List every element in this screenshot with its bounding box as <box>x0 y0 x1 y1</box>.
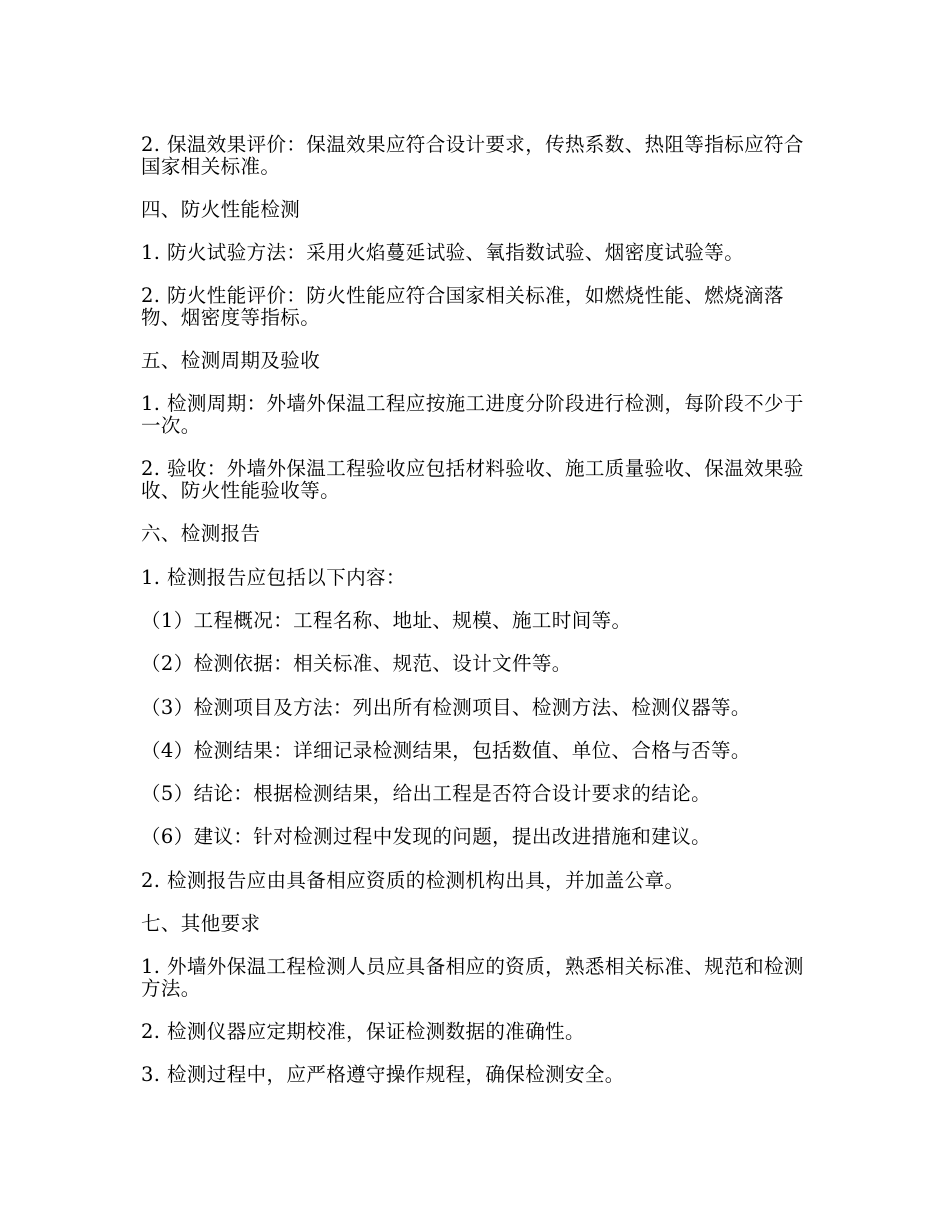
paragraph: 1. 检测报告应包括以下内容： <box>141 566 406 589</box>
list-item: （5）结论：根据检测结果，给出工程是否符合设计要求的结论。 <box>141 782 712 805</box>
list-item: （6）建议：针对检测过程中发现的问题，提出改进措施和建议。 <box>141 825 712 848</box>
list-item: （3）检测项目及方法：列出所有检测项目、检测方法、检测仪器等。 <box>141 696 751 719</box>
section-heading: 四、防火性能检测 <box>141 198 301 221</box>
paragraph: 2. 防火性能评价：防火性能应符合国家相关标准，如燃烧性能、燃烧滴落物、烟密度等指标。 <box>141 284 784 329</box>
section-heading: 六、检测报告 <box>141 522 261 545</box>
paragraph: 1. 检测周期：外墙外保温工程应按施工进度分阶段进行检测，每阶段不少于一次。 <box>141 392 804 437</box>
paragraph: 1. 防火试验方法：采用火焰蔓延试验、氧指数试验、烟密度试验等。 <box>141 241 745 264</box>
section-heading: 七、其他要求 <box>141 912 261 935</box>
paragraph: 2. 保温效果评价：保温效果应符合设计要求，传热系数、热阻等指标应符合国家相关标准。 <box>141 133 804 178</box>
list-item: （1）工程概况：工程名称、地址、规模、施工时间等。 <box>141 609 632 632</box>
section-heading: 五、检测周期及验收 <box>141 349 321 372</box>
paragraph: 2. 验收：外墙外保温工程验收应包括材料验收、施工质量验收、保温效果验收、防火性能验收等。 <box>141 457 804 502</box>
paragraph: 2. 检测仪器应定期校准，保证检测数据的准确性。 <box>141 1020 585 1043</box>
paragraph: 3. 检测过程中，应严格遵守操作规程，确保检测安全。 <box>141 1063 625 1086</box>
paragraph: 1. 外墙外保温工程检测人员应具备相应的资质，熟悉相关标准、规范和检测方法。 <box>141 955 804 1000</box>
list-item: （2）检测依据：相关标准、规范、设计文件等。 <box>141 652 572 675</box>
paragraph: 2. 检测报告应由具备相应资质的检测机构出具，并加盖公章。 <box>141 869 685 892</box>
list-item: （4）检测结果：详细记录检测结果，包括数值、单位、合格与否等。 <box>141 739 751 762</box>
